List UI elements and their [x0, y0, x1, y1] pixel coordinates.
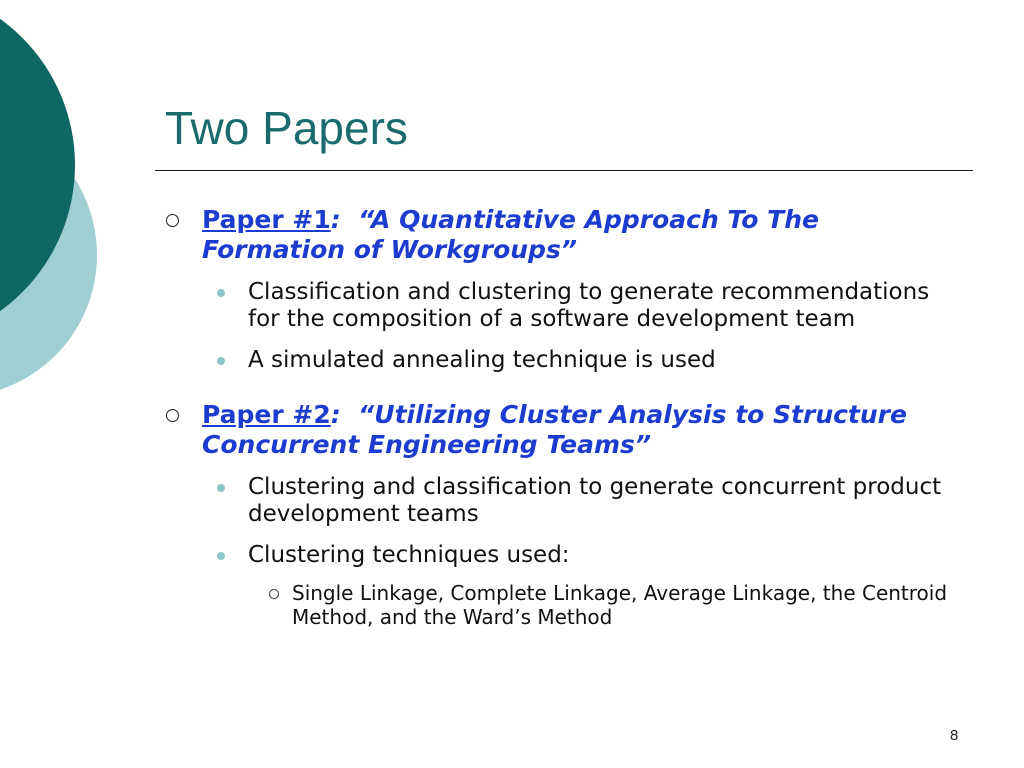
small-hollow-circle-bullet-icon — [269, 589, 279, 599]
paper-2-point-1 — [160, 474, 960, 528]
title-divider — [155, 170, 973, 171]
dot-bullet-icon — [217, 552, 225, 560]
hollow-circle-bullet-icon — [166, 214, 179, 227]
paper-2-title: “Utilizing Cluster Analysis to Structure Concurrent Engineering Teams” — [202, 400, 907, 459]
point-text: Clustering and classification to generate concurrent product development teams — [248, 474, 942, 527]
paper-1-point-1 — [160, 279, 960, 333]
hollow-circle-bullet-icon — [166, 409, 179, 422]
paper-1-point-2 — [160, 347, 960, 374]
paper-2-point-2 — [160, 542, 960, 569]
subpoint-text: Single Linkage, Complete Linkage, Average Linkage, the Centroid Method, and the Ward’s Method — [292, 581, 948, 629]
slide-content — [160, 205, 960, 629]
paper-1-heading — [160, 205, 960, 265]
point-text: A simulated annealing technique is used — [248, 347, 716, 373]
paper-2-heading — [160, 400, 960, 460]
paper-1-separator: : — [330, 205, 341, 234]
paper-2-separator: : — [330, 400, 341, 429]
point-text: Clustering techniques used: — [248, 542, 570, 568]
dot-bullet-icon — [217, 484, 225, 492]
slide-title: Two Papers — [165, 102, 408, 154]
paper-2-link[interactable]: Paper #2 — [202, 400, 331, 429]
decorative-circles — [0, 0, 110, 400]
page-number: 8 — [950, 727, 959, 744]
dot-bullet-icon — [217, 357, 225, 365]
paper-1-title: “A Quantitative Approach To The Formation of Workgroups” — [202, 205, 819, 264]
paper-2-subpoint-1 — [160, 581, 960, 629]
point-text: Classification and clustering to generate recommendations for the composition of a software development team — [248, 279, 930, 332]
paper-1-link[interactable]: Paper #1 — [202, 205, 331, 234]
dot-bullet-icon — [217, 289, 225, 297]
